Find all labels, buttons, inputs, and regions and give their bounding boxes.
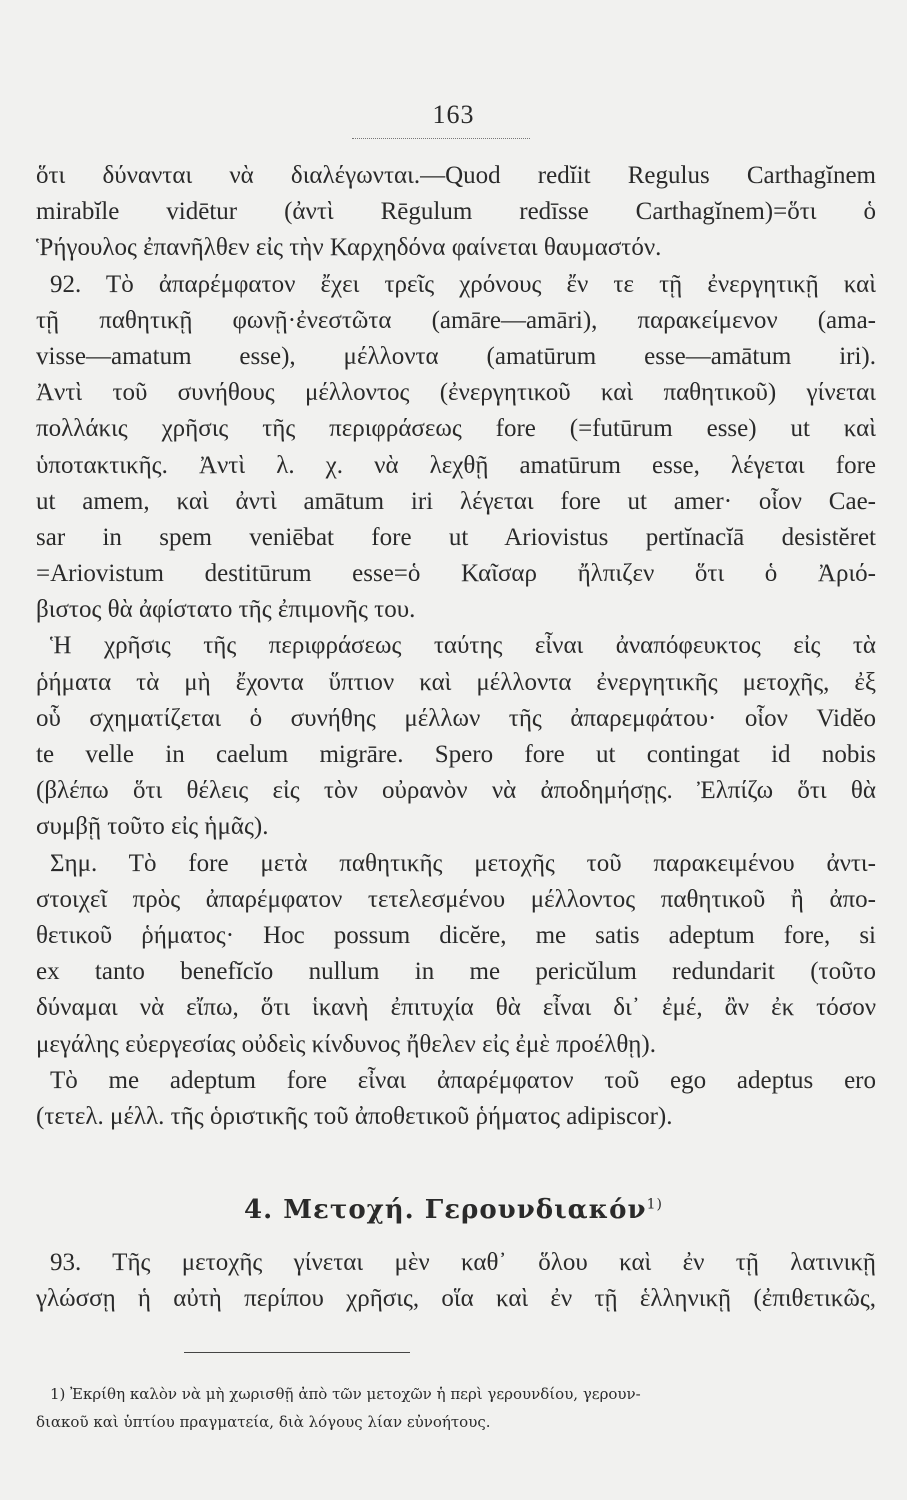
section-heading-text: 4. Μετοχή. Γερουνδιακόν <box>244 1195 647 1225</box>
text-line: mirabĭle vidētur (ἀντὶ Rēgulum redīsse Carthagĭnem)=ὅτι ὁ <box>36 198 876 226</box>
text-line: Ἡ χρῆσις τῆς περιφράσεως ταύτης εἶναι ἀναπόφευκτος εἰς τὰ <box>50 632 876 660</box>
footnote-marker: 1) <box>646 1196 663 1213</box>
text-line: visse—amatum esse), μέλλοντα (amatūrum esse—amātum iri). <box>36 342 876 370</box>
text-line: ῥήματα τὰ μὴ ἔχοντα ὕπτιον καὶ μέλλοντα ἐνεργητικῆς μετοχῆς, ἐξ <box>36 668 876 696</box>
text-line: δύναμαι νὰ εἴπω, ὅτι ἱκανὴ ἐπιτυχία θὰ εἶναι δι᾽ ἐμέ, ἂν ἐκ τόσον <box>36 994 876 1022</box>
text-line: οὗ σχηματίζεται ὁ συνήθης μέλλων τῆς ἀπαρεμφάτου· οἷον Vidĕo <box>36 704 876 732</box>
text-line: συμβῇ τοῦτο εἰς ἡμᾶς). <box>36 813 269 841</box>
text-line: Σημ. Τὸ fore μετὰ παθητικῆς μετοχῆς τοῦ παρακειμένου ἀντι- <box>50 849 876 877</box>
text-line: Ἀντὶ τοῦ συνήθους μέλλοντος (ἐνεργητικοῦ καὶ παθητικοῦ) γίνεται <box>36 379 876 407</box>
text-line: =Ariovistum destitūrum esse=ὁ Καῖσαρ ἤλπιζεν ὅτι ὁ Ἀριό- <box>36 560 876 588</box>
footnotes <box>36 1380 876 1436</box>
page-number-rule <box>352 138 530 139</box>
text-line: πολλάκις χρῆσις τῆς περιφράσεως fore (=futūrum esse) ut καὶ <box>36 415 876 443</box>
footnote-rule <box>184 1352 410 1353</box>
text-line: ὑποτακτικῆς. Ἀντὶ λ. χ. νὰ λεχθῇ amatūrum esse, λέγεται fore <box>36 451 876 479</box>
text-line: 93. Τῆς μετοχῆς γίνεται μὲν καθ᾽ ὅλου καὶ ἐν τῇ λατινικῇ <box>50 1249 876 1276</box>
text-line: sar in spem veniēbat fore ut Ariovistus pertĭnacĭā desistĕret <box>36 523 876 551</box>
text-line: Τὸ me adeptum fore εἶναι ἀπαρέμφατον τοῦ ego adeptus ero <box>50 1066 876 1094</box>
footnote-line: διακοῦ καὶ ὑπτίου πραγματεία, διὰ λόγους λίαν εὐνοήτους. <box>36 1413 491 1431</box>
section-text <box>36 1245 876 1317</box>
body-text <box>36 158 876 1135</box>
text-line: te velle in caelum migrāre. Spero fore ut contingat id nobis <box>36 741 876 768</box>
text-line: βιστος θὰ ἀφίστατο τῆς ἐπιμονῆς του. <box>36 596 416 624</box>
page-number: 163 <box>432 100 475 129</box>
text-line: τῇ παθητικῇ φωνῇ·ἐνεστῶτα (amāre—amāri), παρακείμενον (ama- <box>36 306 876 334</box>
text-line: ex tanto benefĭcĭo nullum in me pericŭlum redundarit (τοῦτο <box>36 958 876 986</box>
text-line: Ῥήγουλος ἐπανῆλθεν εἰς τὴν Καρχηδόνα φαίνεται θαυμαστόν. <box>36 234 662 262</box>
text-line: 92. Τὸ ἀπαρέμφατον ἔχει τρεῖς χρόνους ἔν τε τῇ ἐνεργητικῇ καὶ <box>50 270 876 298</box>
text-line: (τετελ. μέλλ. τῆς ὁριστικῆς τοῦ ἀποθετικοῦ ῥήματος adipiscor). <box>36 1102 673 1130</box>
text-line: ut amem, καὶ ἀντὶ amātum iri λέγεται fore ut amer· οἷον Cae- <box>36 487 876 515</box>
footnote-line: 1) Ἐκρίθη καλὸν νὰ μὴ χωρισθῇ ἀπὸ τῶν μετοχῶν ἡ περὶ γερουνδίου, γερουν- <box>50 1385 641 1403</box>
text-line: γλώσσῃ ἡ αὐτὴ περίπου χρῆσις, οἵα καὶ ἐν τῇ ἑλληνικῇ (ἐπιθετικῶς, <box>36 1285 876 1313</box>
section-heading <box>0 1195 907 1225</box>
text-line: (βλέπω ὅτι θέλεις εἰς τὸν οὐρανὸν νὰ ἀποδημήσῃς. Ἐλπίζω ὅτι θὰ <box>36 777 876 805</box>
text-line: ὅτι δύνανται νὰ διαλέγωνται.—Quod redĭit Regulus Carthagĭnem <box>36 162 876 189</box>
text-line: θετικοῦ ῥήματος· Hoc possum dicĕre, me satis adeptum fore, si <box>36 921 876 949</box>
text-line: στοιχεῖ πρὸς ἀπαρέμφατον τετελεσμένου μέλλοντος παθητικοῦ ἢ ἀπο- <box>36 885 876 913</box>
text-line: μεγάλης εὐεργεσίας οὐδεὶς κίνδυνος ἤθελεν εἰς ἐμὲ προέλθῃ). <box>36 1030 656 1058</box>
